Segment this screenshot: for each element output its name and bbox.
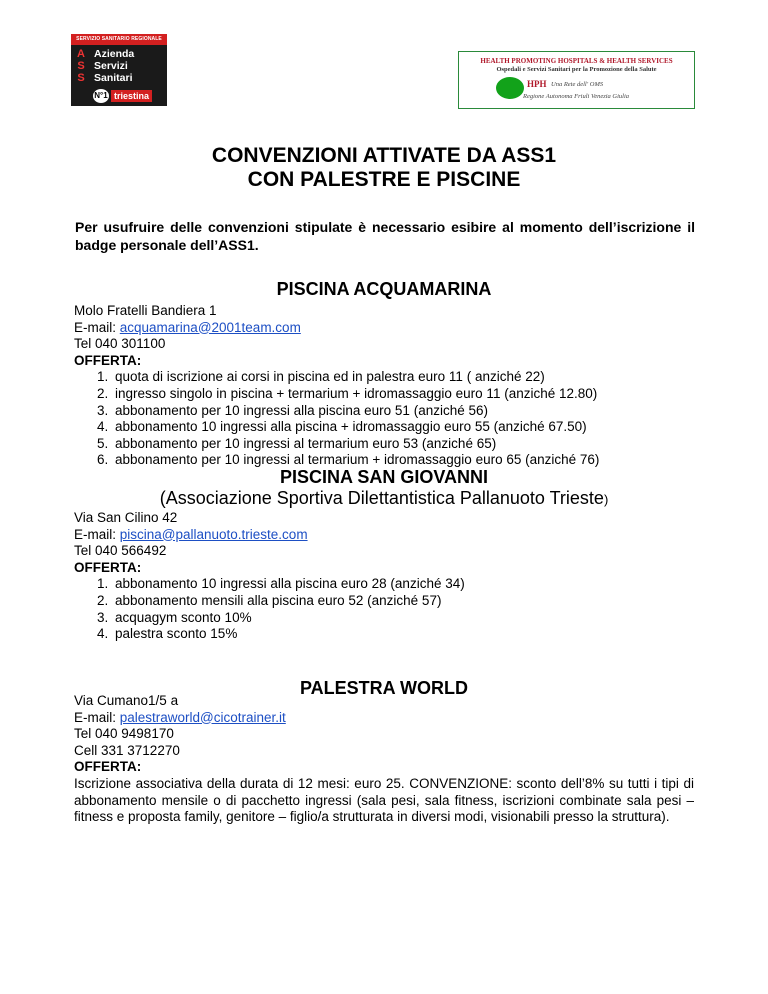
- ass-word-azienda: Azienda: [94, 48, 135, 60]
- item-number: 1.: [97, 369, 109, 385]
- item-text: palestra sconto 15%: [115, 626, 238, 642]
- telephone: Tel 040 9498170: [74, 726, 174, 742]
- ass-logo-city: triestina: [111, 90, 152, 102]
- list-item: [74, 436, 599, 453]
- section-heading-san-giovanni: PISCINA SAN GIOVANNI: [279, 467, 489, 487]
- item-text: abbonamento per 10 ingressi alla piscina euro 51 (anziché 56): [115, 402, 488, 418]
- hph-brand: HPH: [527, 79, 547, 89]
- intro-paragraph: Per usufruire delle convenzioni stipulate è necessario esibire al momento dell’iscrizione il badge personale dell’ASS1.: [75, 219, 695, 253]
- subheading-close: ): [603, 492, 609, 507]
- email-label: E-mail:: [74, 526, 120, 542]
- section-heading-palestra-world: PALESTRA WORLD: [300, 678, 468, 698]
- offer-label: OFFERTA:: [74, 352, 142, 368]
- email-link[interactable]: palestraworld@cicotrainer.it: [119, 709, 286, 725]
- list-item: [74, 626, 465, 643]
- item-number: 5.: [97, 435, 109, 451]
- item-text: quota di iscrizione ai corsi in piscina ed in palestra euro 11 ( anziché 22): [115, 369, 545, 385]
- email-link[interactable]: acquamarina@2001team.com: [119, 319, 301, 335]
- list-item: [74, 403, 599, 420]
- ass-word-servizi: Servizi: [94, 60, 128, 72]
- intro-text: [75, 219, 695, 254]
- item-text: abbonamento per 10 ingressi al termarium + idromassaggio euro 65 (anziché 76): [115, 452, 600, 468]
- ass-letter-a: A: [77, 48, 85, 60]
- list-item: [74, 576, 465, 593]
- item-number: 2.: [97, 385, 109, 401]
- list-item: [74, 593, 465, 610]
- ass-logo: [71, 34, 167, 106]
- section-san-giovanni: [74, 510, 465, 643]
- section-acquamarina: [74, 303, 599, 469]
- list-item: [74, 419, 599, 436]
- offer-label: OFFERTA:: [74, 559, 142, 575]
- item-number: 1.: [97, 576, 109, 592]
- page-title-line1: CONVENZIONI ATTIVATE DA ASS1: [211, 144, 557, 167]
- section-subheading-san-giovanni: [0, 487, 768, 511]
- email-line: [74, 320, 599, 337]
- hph-green-dot-icon: [496, 77, 524, 99]
- offer-label: OFFERTA:: [74, 759, 142, 775]
- ass-logo-letters: [74, 48, 88, 84]
- ass-word-sanitari: Sanitari: [94, 72, 133, 84]
- telephone: Tel 040 566492: [74, 543, 167, 559]
- item-text: ingresso singolo in piscina + termarium + idromassaggio euro 11 (anziché 12.80): [115, 385, 598, 401]
- item-number: 4.: [97, 626, 109, 642]
- address: Via San Cilino 42: [74, 510, 178, 525]
- hph-line2: Ospedali e Servizi Sanitari per la Promozione della Salute: [496, 66, 657, 73]
- subheading-text: (Associazione Sportiva Dilettantistica Pallanuoto Trieste: [159, 488, 604, 508]
- ass-logo-number: N°1: [93, 89, 109, 103]
- list-item: [74, 386, 599, 403]
- telephone: Tel 040 301100: [74, 336, 166, 352]
- ass-logo-words: [94, 48, 134, 84]
- address: Via Cumano1/5 a: [74, 693, 179, 708]
- email-label: E-mail:: [74, 319, 120, 335]
- hph-rete: Una Rete dell' OMS: [551, 81, 604, 88]
- ass-letter-s2: S: [77, 72, 85, 84]
- list-item: [74, 610, 465, 627]
- address: Molo Fratelli Bandiera 1: [74, 303, 217, 318]
- item-text: abbonamento 10 ingressi alla piscina + idromassaggio euro 55 (anziché 67.50): [115, 419, 587, 435]
- hph-region: Regione Autonoma Friuli Venezia Giulia: [523, 93, 630, 100]
- offer-paragraph-palestra-world: Iscrizione associativa della durata di 12 mesi: euro 25. CONVENZIONE: sconto dell’8% su tutti i tipi di abbonamento mensile o di pacchetto ingressi (sala pesi, sala fitness, iscrizioni combinate sala pesi – fitness e proposta family, genitore – figlio/a strutturata in diversi modi, visionabili presso la struttura).: [74, 776, 694, 825]
- item-number: 3.: [97, 609, 109, 625]
- offer-list: [74, 369, 599, 469]
- email-line: [74, 527, 465, 544]
- item-number: 4.: [97, 419, 109, 435]
- item-number: 2.: [97, 592, 109, 608]
- email-label: E-mail:: [74, 709, 120, 725]
- item-text: abbonamento per 10 ingressi al termarium euro 53 (anziché 65): [115, 435, 497, 451]
- email-line: [74, 710, 286, 727]
- item-text: abbonamento 10 ingressi alla piscina euro 28 (anziché 34): [115, 576, 465, 592]
- item-text: acquagym sconto 10%: [115, 609, 252, 625]
- section-heading-acquamarina: PISCINA ACQUAMARINA: [276, 279, 492, 299]
- ass-letter-s1: S: [77, 60, 85, 72]
- cellphone: Cell 331 3712270: [74, 742, 180, 758]
- ass-logo-topbar: SERVIZIO SANITARIO REGIONALE: [71, 34, 167, 45]
- email-link[interactable]: piscina@pallanuoto.trieste.com: [119, 526, 308, 542]
- item-number: 6.: [97, 452, 109, 468]
- hph-line1: HEALTH PROMOTING HOSPITALS & HEALTH SERVICES: [480, 57, 673, 65]
- item-text: abbonamento mensili alla piscina euro 52 (anziché 57): [115, 592, 442, 608]
- item-number: 3.: [97, 402, 109, 418]
- offer-list: [74, 576, 465, 642]
- list-item: [74, 369, 599, 386]
- hph-logo: [458, 51, 695, 109]
- page-title-line2: CON PALESTRE E PISCINE: [247, 168, 521, 191]
- section-palestra-world: [74, 693, 286, 776]
